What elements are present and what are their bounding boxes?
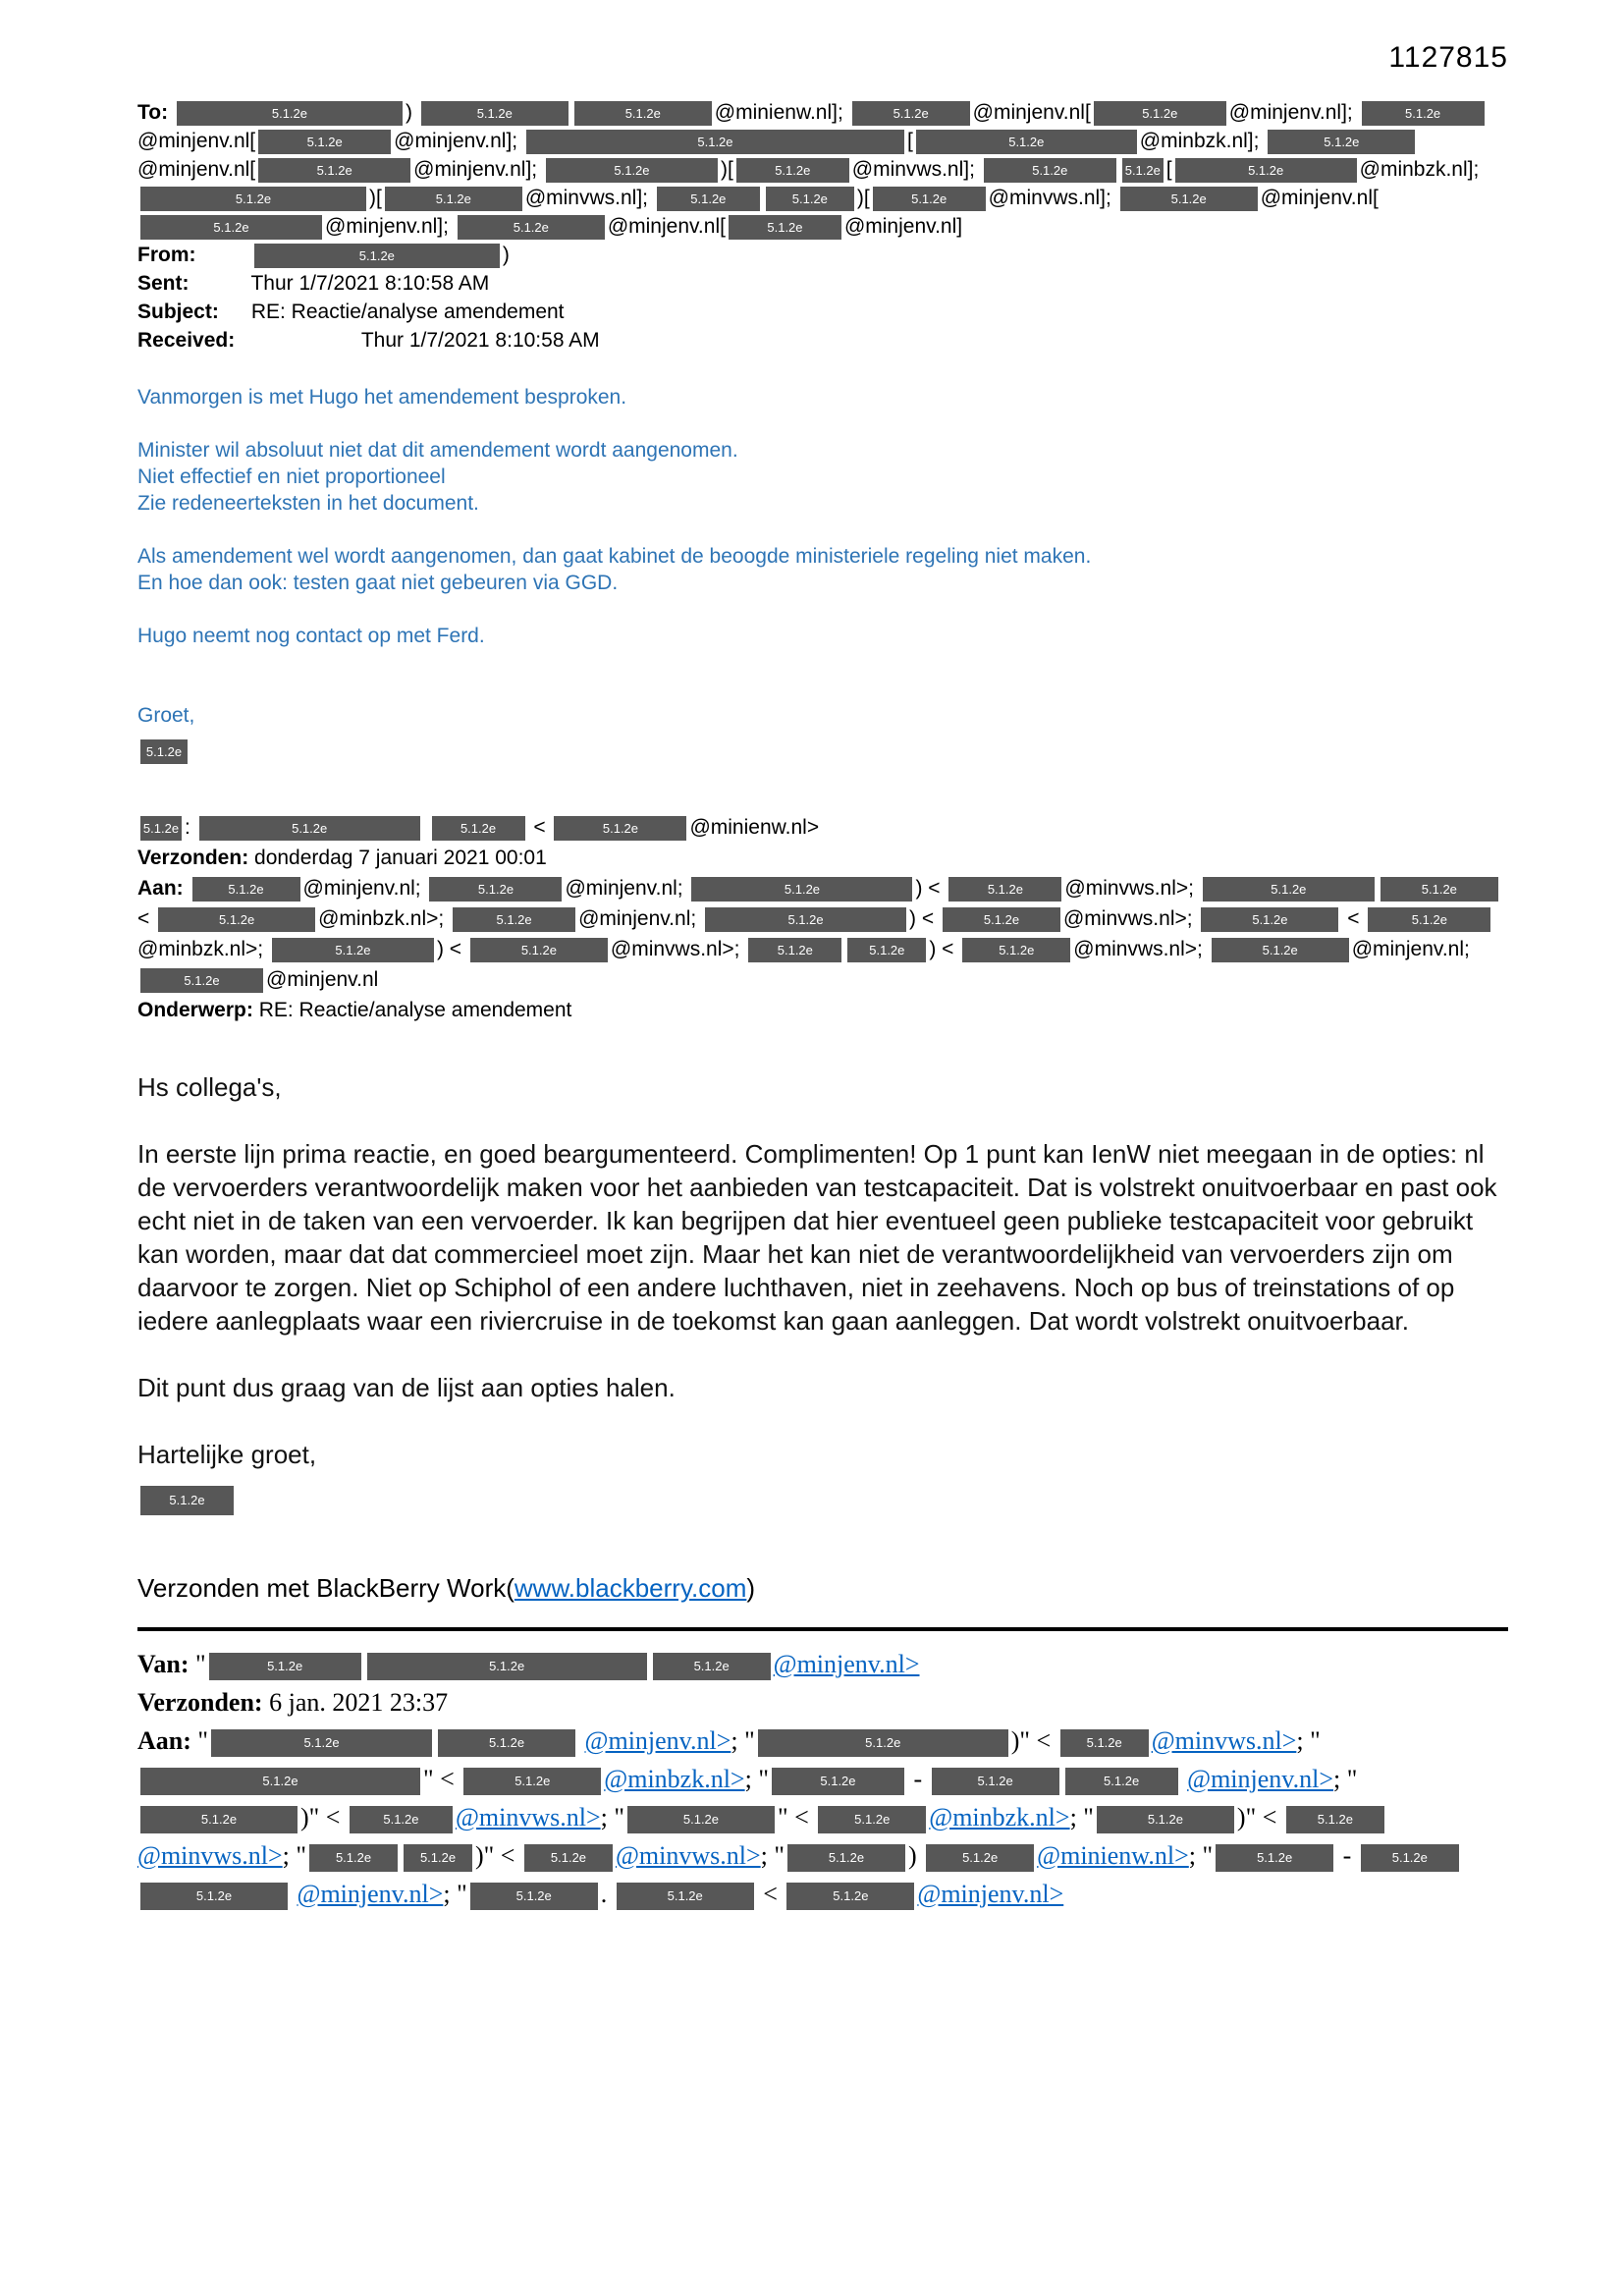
email-body-reply	[137, 384, 1508, 729]
redaction-box: 5.1.2e	[470, 938, 608, 962]
aan-value	[137, 877, 1501, 991]
q2-verzonden-line	[137, 1683, 1508, 1722]
text-fragment: @minjenv.nl[	[972, 101, 1091, 124]
text-fragment: )[	[720, 158, 733, 181]
paragraph-line: Zie redeneerteksten in het document.	[137, 492, 479, 515]
verzonden-label: Verzonden:	[137, 847, 249, 869]
email-link[interactable]: @minvws.nl>	[137, 1841, 283, 1870]
text-fragment: @minjenv.nl;	[302, 877, 427, 900]
redaction-box: 5.1.2e	[617, 1883, 754, 1910]
redaction-box: 5.1.2e	[140, 1768, 420, 1795]
paragraph-line: Hs collega's,	[137, 1072, 282, 1102]
text-fragment: ; "	[760, 1841, 785, 1870]
quoted-header-2	[137, 1645, 1508, 1913]
text-fragment: )" <	[300, 1803, 347, 1831]
from-label: From:	[137, 244, 196, 266]
blackberry-link[interactable]: www.blackberry.com	[514, 1573, 747, 1603]
to-label: To:	[137, 101, 169, 124]
redaction-box: 5.1.2e	[432, 816, 525, 841]
header-subject-row	[137, 298, 1508, 326]
text-fragment: @minjenv.nl];	[1228, 101, 1359, 124]
q1-aan-line	[137, 873, 1508, 995]
redaction-box: 5.1.2e	[943, 907, 1060, 932]
q1-from-line	[137, 812, 1508, 843]
from-value	[251, 244, 510, 266]
text-fragment: @minvws.nl];	[851, 158, 981, 181]
paragraph-line: Als amendement wel wordt aangenomen, dan gaat kabinet de beoogde ministeriele regeling niet maken.	[137, 545, 1092, 568]
paragraph-line	[137, 1104, 1508, 1137]
text-fragment: ) <	[915, 877, 947, 900]
redaction-box: 5.1.2e	[1368, 907, 1490, 932]
redaction-box: 5.1.2e	[873, 187, 986, 211]
text-fragment: )	[405, 101, 418, 124]
text-fragment: Verzonden met BlackBerry Work(	[137, 1573, 514, 1603]
redaction-box: 5.1.2e	[766, 187, 854, 211]
text-fragment: @minbzk.nl>;	[318, 907, 451, 930]
text-fragment: @minjenv.nl;	[1351, 938, 1470, 960]
text-fragment: @minvws.nl>;	[1064, 877, 1200, 900]
redaction-box: 5.1.2e	[470, 1883, 598, 1910]
subject-label: Subject:	[137, 301, 219, 323]
divider-line	[137, 1627, 1508, 1631]
text-fragment: ; "	[443, 1880, 467, 1908]
redaction-box: 5.1.2e	[209, 1653, 361, 1680]
text-fragment: " <	[423, 1765, 461, 1793]
text-fragment: @minjenv.nl];	[413, 158, 543, 181]
redaction-box: 5.1.2e	[199, 816, 420, 841]
sent-label: Sent:	[137, 272, 189, 295]
text-fragment: @minvws.nl>;	[1073, 938, 1209, 960]
redaction-box: 5.1.2e	[1120, 187, 1258, 211]
paragraph-line: Hartelijke groet,	[137, 1440, 317, 1469]
text-fragment: )	[746, 1573, 756, 1603]
redaction-box: 5.1.2e	[847, 938, 926, 962]
field-label: Verzonden:	[137, 1688, 263, 1717]
redaction-box: 5.1.2e	[1122, 158, 1164, 183]
redaction-box: 5.1.2e	[653, 1653, 771, 1680]
redaction-box: 5.1.2e	[140, 739, 188, 764]
text-fragment: ) <	[909, 907, 940, 930]
redaction-box: 5.1.2e	[1175, 158, 1357, 183]
redaction-box: 5.1.2e	[258, 130, 391, 154]
text-fragment: "	[777, 1803, 788, 1831]
redaction-box: 5.1.2e	[211, 1729, 432, 1757]
redaction-box: 5.1.2e	[140, 1883, 288, 1910]
paragraph-line	[137, 1404, 1508, 1438]
q1-verzonden-line	[137, 843, 1508, 873]
redaction-box: 5.1.2e	[748, 938, 841, 962]
text-fragment: @minvws.nl];	[988, 187, 1117, 209]
redaction-box: 5.1.2e	[524, 1844, 613, 1872]
redaction-box: 5.1.2e	[458, 215, 605, 240]
redaction-box: 5.1.2e	[729, 215, 841, 240]
onderwerp-label: Onderwerp:	[137, 999, 253, 1021]
redaction-box: 5.1.2e	[177, 101, 403, 126]
text-fragment: @minjenv.nl	[266, 968, 379, 991]
redaction-box: 5.1.2e	[526, 130, 904, 154]
text-fragment: )[	[369, 187, 382, 209]
redaction-box: 5.1.2e	[421, 101, 568, 126]
redaction-box: 5.1.2e	[309, 1844, 398, 1872]
redaction-box: 5.1.2e	[158, 907, 315, 932]
text-fragment: @minbzk.nl>;	[137, 938, 269, 960]
text-fragment: ; "	[600, 1803, 624, 1831]
to-value	[137, 101, 1488, 238]
redaction-box: 5.1.2e	[1361, 1844, 1459, 1872]
blackberry-footer-line	[137, 1573, 1508, 1604]
text-fragment: <	[137, 907, 156, 930]
text-fragment: )	[929, 938, 943, 960]
redaction-box: 5.1.2e	[705, 907, 906, 932]
text-fragment: )"	[475, 1841, 495, 1870]
quoted-header-1	[137, 812, 1508, 1025]
paragraph-line	[137, 410, 1508, 437]
text-fragment: @minjenv.nl;	[565, 877, 689, 900]
text-fragment: ; "	[282, 1841, 307, 1870]
text-fragment: ) <	[436, 938, 467, 960]
email-link[interactable]: @minjenv.nl>	[773, 1650, 920, 1678]
email-link[interactable]: @minbzk.nl>	[929, 1803, 1070, 1831]
redaction-box: 5.1.2e	[140, 215, 322, 240]
text-fragment: [	[1165, 158, 1172, 181]
text-fragment: @minjenv.nl;	[578, 907, 703, 930]
email-link[interactable]: @minbzk.nl>	[604, 1765, 745, 1793]
redaction-box: 5.1.2e	[786, 1883, 914, 1910]
text-fragment: @minjenv.nl[	[137, 130, 256, 152]
email-header	[137, 98, 1508, 355]
text-fragment: "	[190, 1726, 209, 1755]
redaction-box: 5.1.2e	[852, 101, 970, 126]
text-fragment: @minjenv.nl[	[607, 215, 726, 238]
redaction-box: 5.1.2e	[140, 816, 182, 841]
redaction-box: 5.1.2e	[554, 816, 686, 841]
q2-van-line	[137, 1645, 1508, 1683]
paragraph-line: In eerste lijn prima reactie, en goed beargumenteerd. Complimenten! Op 1 punt kan IenW niet meegaan in de opties: nl de vervoerders verantwoordelijk maken voor het aanbieden van testcapaciteit. Dat is volstrekt onuitvoerbaar en past ook echt niet in de taken van een vervoerder. Ik kan begrijpen dat hier eventueel geen publieke testcapaciteit voor gebruikt kan worden, maar dat dat commercieel moet zijn. Maar het kan niet de verantwoordelijkheid van vervoerders zijn om daarvoor te zorgen. Niet op Schiphol of een andere luchthaven, niet in zeehavens. Noch op bus of treinstations of op iedere aanlegplaats waar een riviercruise in de toekomst kan gaan aanleggen. Dat wordt volstrekt onuitvoerbaar.	[137, 1139, 1497, 1336]
text-fragment: 6 jan. 2021 23:37	[262, 1688, 449, 1717]
email-link[interactable]: @minjenv.nl>	[297, 1880, 444, 1908]
redaction-box: 5.1.2e	[926, 1844, 1034, 1872]
text-fragment: @minvws.nl];	[524, 187, 654, 209]
text-fragment: @minienw.nl>	[689, 816, 820, 839]
q2-aan-line	[137, 1722, 1508, 1913]
redaction-box: 5.1.2e	[657, 187, 760, 211]
text-fragment: "	[189, 1650, 206, 1678]
text-fragment: <	[756, 1880, 785, 1908]
aan-label: Aan:	[137, 877, 189, 900]
redaction-box: 5.1.2e	[1286, 1806, 1384, 1833]
redaction-box: 5.1.2e	[787, 1844, 905, 1872]
redaction-box: 5.1.2e	[1203, 877, 1375, 902]
text-fragment: ; "	[1069, 1803, 1094, 1831]
redaction-box: 5.1.2e	[258, 158, 410, 183]
redaction-box: 5.1.2e	[404, 1844, 472, 1872]
redaction-box: 5.1.2e	[1268, 130, 1415, 154]
paragraph-line	[137, 676, 1508, 702]
email-link[interactable]: @minjenv.nl>	[917, 1880, 1064, 1908]
text-fragment: ; "	[1296, 1726, 1321, 1755]
text-fragment: <	[1030, 1726, 1057, 1755]
page-number: 1127815	[1388, 41, 1508, 74]
text-fragment: -	[1336, 1841, 1358, 1870]
received-value: Thur 1/7/2021 8:10:58 AM	[360, 329, 600, 352]
header-to-row	[137, 98, 1508, 241]
redaction-box: 5.1.2e	[453, 907, 575, 932]
paragraph-line	[137, 649, 1508, 676]
redaction-box: 5.1.2e	[140, 187, 366, 211]
text-fragment: <	[527, 816, 552, 839]
text-fragment: .	[600, 1880, 614, 1908]
redaction-box: 5.1.2e	[140, 1486, 234, 1515]
text-fragment: :	[185, 816, 196, 839]
paragraph-line	[137, 596, 1508, 623]
redaction-box: 5.1.2e	[1065, 1768, 1178, 1795]
redaction-box: 5.1.2e	[736, 158, 849, 183]
text-fragment: )[	[856, 187, 870, 209]
text-fragment: <	[942, 938, 960, 960]
q1-onderwerp-line	[137, 995, 1508, 1025]
text-fragment: @minjenv.nl[	[137, 158, 256, 181]
email-link[interactable]: @minjenv.nl>	[584, 1726, 731, 1755]
onderwerp-value: RE: Reactie/analyse amendement	[252, 999, 572, 1021]
redaction-box: 5.1.2e	[1380, 877, 1498, 902]
redaction-box: 5.1.2e	[385, 187, 522, 211]
email-link[interactable]: @minienw.nl>	[1037, 1841, 1189, 1870]
email-link[interactable]: @minjenv.nl>	[1187, 1765, 1333, 1793]
text-fragment: ; "	[1332, 1765, 1358, 1793]
email-body-main	[137, 1070, 1508, 1471]
paragraph-line	[137, 1338, 1508, 1371]
text-fragment: @minvws.nl>;	[1062, 907, 1199, 930]
redaction-box: 5.1.2e	[192, 877, 300, 902]
text-fragment: @minbzk.nl];	[1359, 158, 1480, 181]
sent-value: Thur 1/7/2021 8:10:58 AM	[250, 272, 490, 295]
redaction-box: 5.1.2e	[140, 1806, 298, 1833]
text-fragment: ; "	[1188, 1841, 1214, 1870]
redaction-box: 5.1.2e	[1216, 1844, 1333, 1872]
header-sent-row	[137, 269, 1508, 298]
redaction-box: 5.1.2e	[350, 1806, 453, 1833]
subject-value: RE: Reactie/analyse amendement	[250, 301, 565, 323]
paragraph-line: En hoe dan ook: testen gaat niet gebeuren via GGD.	[137, 572, 619, 594]
paragraph-line	[137, 517, 1508, 543]
verzonden-value: donderdag 7 januari 2021 00:01	[248, 847, 547, 869]
field-label: Aan:	[137, 1726, 191, 1755]
text-fragment: <	[1341, 907, 1366, 930]
field-label: Van:	[137, 1650, 189, 1678]
redaction-box: 5.1.2e	[1362, 101, 1485, 126]
header-from-row	[137, 241, 1508, 269]
redaction-box: 5.1.2e	[1097, 1806, 1234, 1833]
redaction-box: 5.1.2e	[984, 158, 1116, 183]
text-fragment: @minbzk.nl];	[1139, 130, 1266, 152]
text-fragment: )" <	[1236, 1803, 1283, 1831]
redaction-box: 5.1.2e	[1060, 1729, 1149, 1757]
text-fragment: @minjenv.nl];	[394, 130, 523, 152]
received-label: Received:	[137, 329, 236, 352]
text-fragment: @minvws.nl>;	[610, 938, 746, 960]
paragraph-line: Minister wil absoluut niet dat dit amendement wordt aangenomen.	[137, 439, 738, 462]
text-fragment: @minjenv.nl];	[325, 215, 455, 238]
redaction-box: 5.1.2e	[691, 877, 912, 902]
redaction-box: 5.1.2e	[463, 1768, 601, 1795]
paragraph-line: Hugo neemt nog contact op met Ferd.	[137, 625, 485, 647]
text-fragment: @minjenv.nl]	[843, 215, 963, 238]
redaction-box: 5.1.2e	[758, 1729, 1008, 1757]
text-fragment: -	[906, 1765, 929, 1793]
email-link[interactable]: @minvws.nl>	[1151, 1726, 1297, 1755]
email-link[interactable]: @minvws.nl>	[455, 1803, 601, 1831]
redaction-box: 5.1.2e	[932, 1768, 1059, 1795]
redaction-box: 5.1.2e	[916, 130, 1137, 154]
redaction-box: 5.1.2e	[1201, 907, 1338, 932]
text-fragment: <	[494, 1841, 521, 1870]
text-fragment: @minienw.nl];	[714, 101, 849, 124]
text-fragment: )	[907, 1841, 924, 1870]
text-fragment: ; "	[744, 1765, 769, 1793]
redaction-box: 5.1.2e	[272, 938, 434, 962]
redaction-box: 5.1.2e	[254, 244, 500, 268]
paragraph-line: Niet effectief en niet proportioneel	[137, 465, 446, 488]
redaction-box: 5.1.2e	[818, 1806, 926, 1833]
paragraph-line: Groet,	[137, 704, 195, 727]
redaction-box: 5.1.2e	[140, 968, 263, 993]
redaction-box: 5.1.2e	[1094, 101, 1226, 126]
redaction-box: 5.1.2e	[367, 1653, 647, 1680]
signature-redaction-2	[137, 1485, 1508, 1516]
redaction-box: 5.1.2e	[948, 877, 1061, 902]
text-fragment: ; "	[731, 1726, 755, 1755]
text-fragment	[423, 816, 429, 839]
text-fragment: )	[502, 244, 510, 266]
header-received-row	[137, 326, 1508, 355]
redaction-box: 5.1.2e	[772, 1768, 904, 1795]
redaction-box: 5.1.2e	[1212, 938, 1349, 962]
email-link[interactable]: @minvws.nl>	[615, 1841, 761, 1870]
redaction-box: 5.1.2e	[574, 101, 712, 126]
paragraph-line: Vanmorgen is met Hugo het amendement besproken.	[137, 386, 627, 409]
signature-redaction-1	[137, 738, 1508, 765]
redaction-box: 5.1.2e	[627, 1806, 775, 1833]
text-fragment: )"	[1010, 1726, 1031, 1755]
text-fragment: [	[906, 130, 913, 152]
text-fragment: @minjenv.nl[	[1260, 187, 1379, 209]
text-fragment: <	[787, 1803, 816, 1831]
redaction-box: 5.1.2e	[962, 938, 1070, 962]
redaction-box: 5.1.2e	[429, 877, 562, 902]
paragraph-line: Dit punt dus graag van de lijst aan opties halen.	[137, 1373, 676, 1402]
redaction-box: 5.1.2e	[438, 1729, 575, 1757]
redaction-box: 5.1.2e	[546, 158, 718, 183]
